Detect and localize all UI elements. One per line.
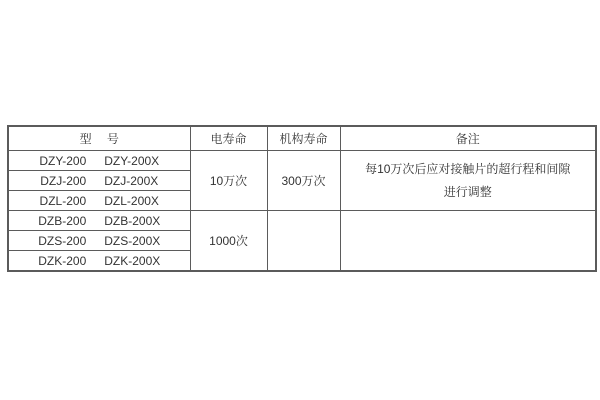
model-cell	[8, 191, 190, 211]
model-name: DZL-200	[39, 193, 87, 208]
model-pair	[9, 214, 190, 228]
model-name: DZB-200X	[104, 213, 161, 228]
model-pair	[9, 194, 190, 208]
model-cell	[8, 211, 190, 231]
table-row	[8, 151, 596, 171]
header-model: 型 号	[8, 126, 190, 151]
electrical-life-cell: 10万次	[190, 151, 267, 211]
model-cell	[8, 171, 190, 191]
model-name: DZY-200	[39, 153, 87, 168]
model-name: DZJ-200	[40, 173, 87, 188]
model-pair	[9, 154, 190, 168]
model-name: DZK-200X	[104, 253, 161, 268]
model-pair	[9, 174, 190, 188]
spec-table-container	[7, 125, 597, 272]
mechanical-life-cell	[267, 211, 340, 271]
model-pair	[9, 254, 190, 268]
spec-table	[7, 125, 597, 272]
remarks-cell	[340, 151, 596, 211]
header-row	[8, 126, 596, 151]
model-name: DZK-200	[38, 253, 87, 268]
model-name: DZS-200X	[104, 233, 161, 248]
model-name: DZL-200X	[104, 193, 159, 208]
remark-line: 进行调整	[443, 184, 492, 199]
model-name: DZY-200X	[104, 153, 160, 168]
mechanical-life-cell: 300万次	[267, 151, 340, 211]
remarks-cell	[340, 211, 596, 271]
model-name: DZS-200	[38, 233, 87, 248]
model-cell	[8, 251, 190, 271]
header-mechanical-life: 机构寿命	[267, 126, 340, 151]
header-remarks: 备注	[340, 126, 596, 151]
model-cell	[8, 151, 190, 171]
table-row	[8, 211, 596, 231]
header-electrical-life: 电寿命	[190, 126, 267, 151]
model-name: DZB-200	[38, 213, 87, 228]
electrical-life-cell: 1000次	[190, 211, 267, 271]
model-pair	[9, 234, 190, 248]
model-cell	[8, 231, 190, 251]
remark-line: 每10万次后应对接触片的超行程和间隙	[365, 161, 571, 176]
model-name: DZJ-200X	[104, 173, 159, 188]
